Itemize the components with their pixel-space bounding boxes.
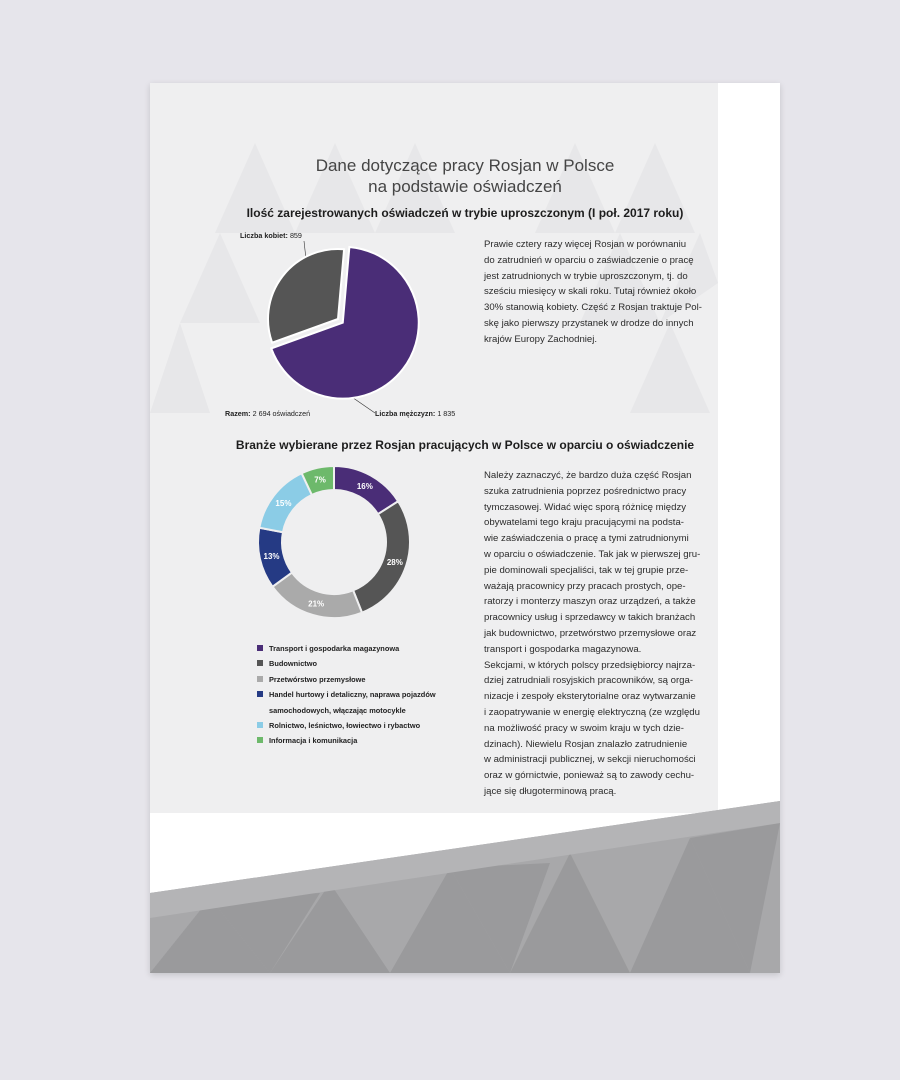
legend-swatch (257, 676, 263, 682)
paragraph-line: tymczasowej. Widać więc sporą różnicę między (484, 501, 687, 513)
legend-item (257, 672, 436, 687)
pie-total-value: 2 694 oświadczeń (252, 409, 311, 418)
paragraph-line: dzinach). Niewielu Rosjan znalazło zatrudnienie (484, 738, 688, 750)
pie-label-men-value: 1 835 (437, 409, 456, 418)
legend-swatch (257, 737, 263, 743)
legend-label-line: Handel hurtowy i detaliczny, naprawa pojazdów (269, 690, 436, 700)
paragraph-line: transport i gospodarka magazynowa. (484, 643, 642, 655)
donut-segment (273, 573, 362, 618)
paragraph-line: wie zaświadczenia o pracę a tymi zatrudnionymi (484, 533, 689, 545)
legend-label-line: Rolnictwo, leśnictwo, łowiectwo i rybactwo (269, 721, 421, 731)
document-page (150, 83, 780, 973)
legend-label-line: samochodowych, włączając motocykle (269, 705, 406, 715)
paragraph-line: oraz w górnictwie, ponieważ są to zawody cechu- (484, 770, 695, 782)
paragraph-line: obywatelami tego kraju pracującymi na podsta- (484, 517, 684, 529)
donut-segment-label: 28% (386, 557, 403, 567)
pie-total-prefix: Razem: (225, 409, 251, 418)
section-heading: Ilość zarejestrowanych oświadczeń w trybie uproszczonym (I poł. 2017 roku) (246, 206, 684, 220)
donut-legend (257, 641, 436, 749)
donut-segment-label: 21% (308, 599, 325, 609)
legend-label-line: Transport i gospodarka magazynowa (269, 644, 400, 653)
legend-label (269, 718, 436, 733)
paragraph-line: dziej zatrudniali rosyjskich pracowników, są orga- (484, 675, 694, 687)
paragraph-line: jak budownictwo, przetwórstwo przemysłowe oraz (484, 627, 697, 639)
legend-label-line: Przetwórstwo przemysłowe (269, 674, 366, 684)
pie-label-women-value: 859 (289, 231, 302, 240)
legend-swatch (257, 691, 263, 697)
paragraph-line: Należy zaznaczyć, że bardzo duża część Rosjan (484, 470, 692, 481)
paragraph-industries (484, 468, 714, 800)
donut-segment-label: 15% (275, 498, 292, 508)
title-line: Dane dotyczące pracy Rosjan w Polsce (315, 156, 615, 175)
paragraph-line: w oparciu o oświadczenie. Tak jak w pierwszej gru- (484, 548, 701, 560)
paragraph-line: ważają pracownicy przy pracach prostych, ope- (484, 580, 686, 592)
paragraph-line: szuka zatrudnienia poprzez pośrednictwo pracy (484, 485, 687, 497)
paragraph-line: nizacje i zespoły eksterytorialne oraz wytwarzanie (484, 691, 696, 703)
paragraph-line: Sekcjami, w których polscy przedsiębiorcy najrza- (484, 659, 696, 671)
legend-swatch (257, 722, 263, 728)
paragraph-line: jące się długoterminową pracą. (484, 785, 617, 797)
legend-label (269, 687, 436, 718)
legend-swatch (257, 660, 263, 666)
paragraph-line: w administracji publicznej, w sekcji nieruchomości (484, 754, 696, 766)
pie-label-men-prefix: Liczba mężczyzn: (375, 409, 436, 418)
legend-item (257, 733, 436, 748)
donut-segment-label: 16% (356, 481, 373, 491)
legend-item (257, 718, 436, 733)
paragraph-line: ratorzy i monterzy maszyn oraz urządzeń, a także (484, 596, 696, 608)
legend-item (257, 641, 436, 656)
paragraph-line: 30% stanowią kobiety. Część z Rosjan traktuje Pol- (484, 302, 702, 314)
legend-label (269, 733, 436, 748)
paragraph-line: Prawie cztery razy więcej Rosjan w porównaniu (484, 239, 687, 250)
legend-label-line: Informacja i komunikacja (269, 736, 358, 746)
section-heading: Branże wybierane przez Rosjan pracujących w Polsce w oparciu o oświadczenie (235, 438, 695, 452)
paragraph-line: skę jako pierwszy przystanek w drodze do innych (484, 317, 694, 329)
donut-segment-label: 7% (314, 475, 326, 485)
paragraph-line: na możliwość pracy w swoim kraju w tych dzie- (484, 722, 684, 734)
legend-label (269, 656, 436, 671)
paragraph-line: i zaopatrywanie w energię elektryczną (ze względu (484, 706, 700, 718)
paragraph-line: pie dominowali specjaliści, tak w tej grupie prze- (484, 564, 689, 576)
paragraph-line: do zatrudnień w oparciu o zaświadczenie o pracę (484, 254, 694, 266)
legend-label (269, 672, 436, 687)
legend-item (257, 656, 436, 671)
paragraph-line: pracownicy usług i sprzedawcy w takich branżach (484, 612, 696, 624)
paragraph-line: sześciu miesięcy w skali roku. Tutaj również około (484, 286, 697, 298)
paragraph-line: krajów Europy Zachodniej. (484, 333, 598, 345)
pie-label-women-prefix: Liczba kobiet: (240, 231, 288, 240)
paragraph-line: jest zatrudnionych w trybie uproszczonym, tj. do (484, 270, 688, 282)
legend-item (257, 687, 436, 718)
legend-swatch (257, 645, 263, 651)
title-line: na podstawie oświadczeń (368, 177, 562, 196)
donut-segment-label: 13% (263, 551, 280, 561)
legend-label (269, 641, 436, 656)
legend-label-line: Budownictwo (269, 659, 318, 669)
